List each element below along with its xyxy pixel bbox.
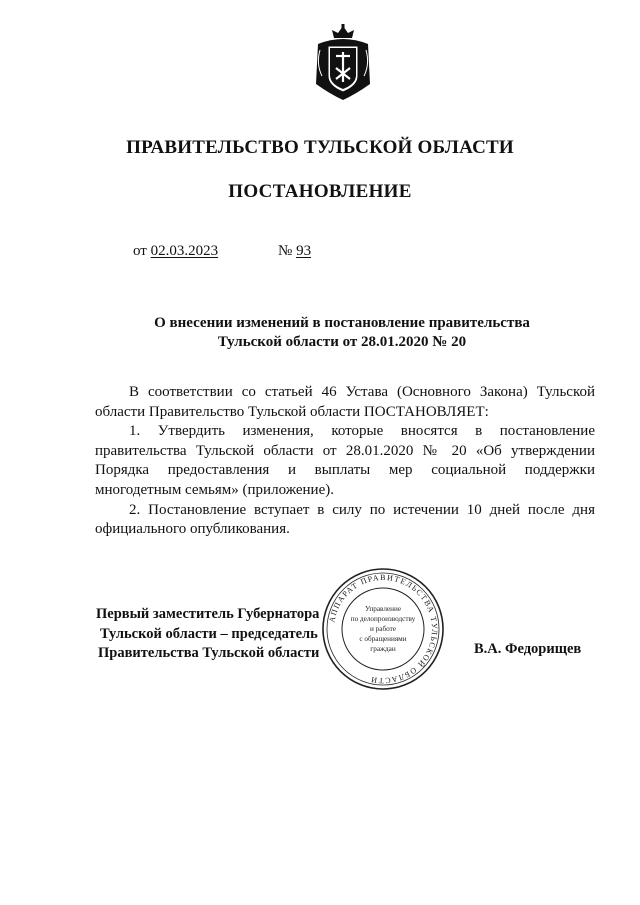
stamp-line: граждан xyxy=(370,645,396,653)
doc-date-line xyxy=(133,243,218,260)
stamp-line: с обращениями xyxy=(359,635,407,643)
doc-date: 02.03.2023 xyxy=(150,243,219,259)
signer-position-line: Тульской области – председатель xyxy=(100,625,318,642)
stamp-line: Управление xyxy=(364,605,402,613)
body-paragraph: 1. Утвердить изменения, которые вносятся в постановление правительства Тульской области от 28.01.2020 № 20 «Об утверждении Порядка предоставления и выплаты мер социальной поддержки многодетным семьям» (приложение). xyxy=(95,423,595,498)
subject-line-1: О внесении изменений в постановление правительства xyxy=(154,315,530,331)
signer-name: В.А. Федорищев xyxy=(474,641,582,657)
coat-of-arms-icon xyxy=(312,24,374,102)
doc-type-title: ПОСТАНОВЛЕНИЕ xyxy=(228,181,412,202)
date-prefix: от xyxy=(133,243,147,259)
doc-number-line xyxy=(278,243,311,260)
official-stamp xyxy=(320,566,446,692)
number-prefix: № xyxy=(278,243,293,259)
org-title: ПРАВИТЕЛЬСТВО ТУЛЬСКОЙ ОБЛАСТИ xyxy=(126,137,514,158)
stamp-outer-text: АППАРАТ ПРАВИТЕЛЬСТВА ТУЛЬСКОЙ ОБЛАСТИ xyxy=(327,572,440,686)
doc-body xyxy=(95,383,595,540)
body-paragraph: В соответствии со статьей 46 Устава (Основного Закона) Тульской области Правительство Тульской области ПОСТАНОВЛЯЕТ: xyxy=(95,384,595,420)
signer-position-line: Первый заместитель Губернатора xyxy=(96,606,320,622)
subject-line-2: Тульской области от 28.01.2020 № 20 xyxy=(217,334,467,350)
doc-number: 93 xyxy=(296,243,312,259)
stamp-line: по делопроизводству xyxy=(350,615,416,623)
body-paragraph: 2. Постановление вступает в силу по истечении 10 дней после дня официального опубликования. xyxy=(95,501,595,538)
doc-subject xyxy=(0,314,640,352)
stamp-line: и работе xyxy=(370,625,396,633)
signer-position xyxy=(96,605,319,664)
signer-position-line: Правительства Тульской области xyxy=(98,645,320,661)
